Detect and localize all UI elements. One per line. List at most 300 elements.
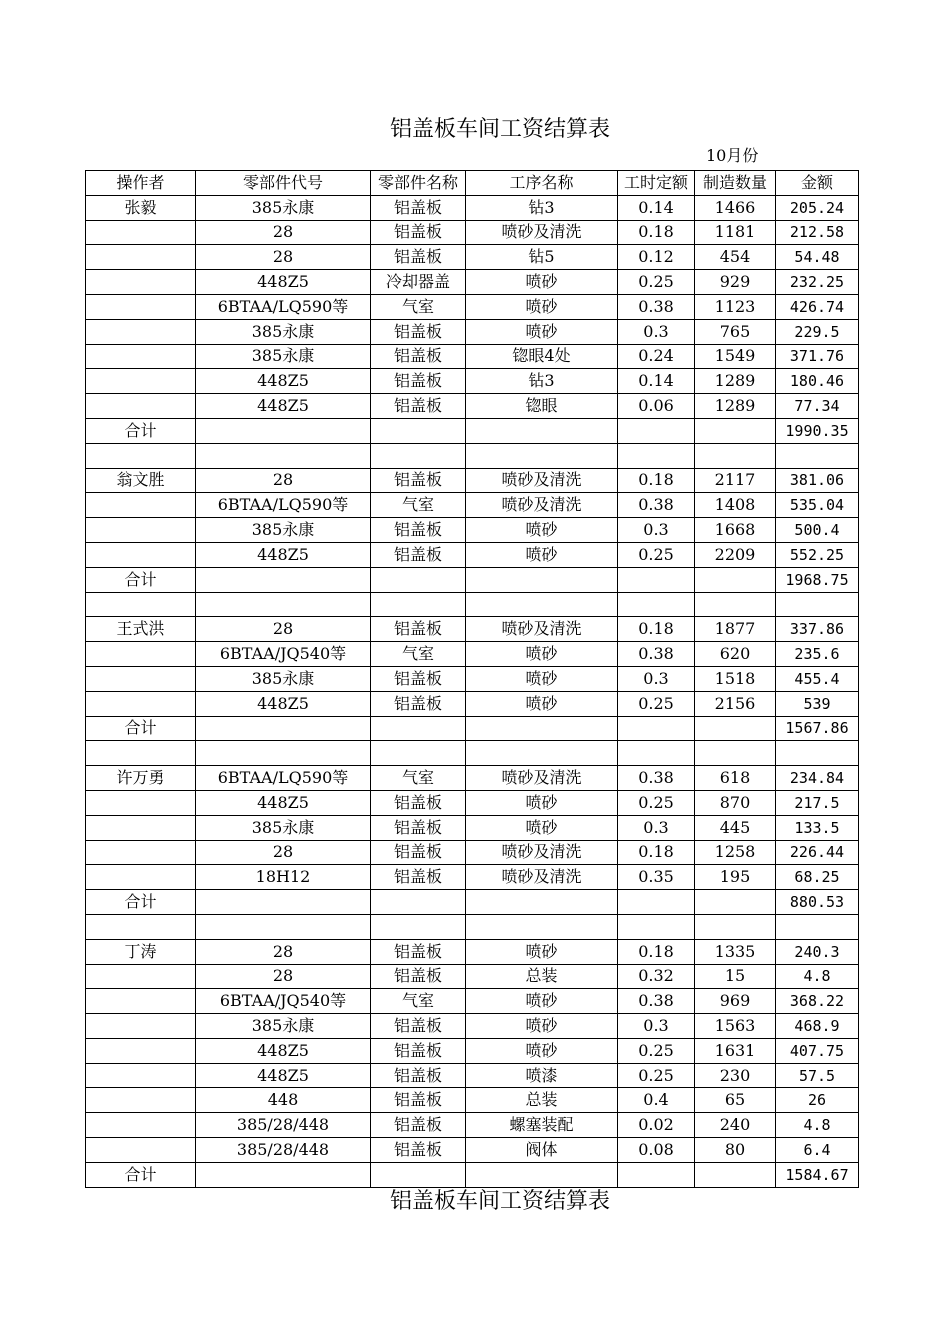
cell-amount: 240.3 [776, 939, 859, 964]
cell-amount [776, 914, 859, 939]
cell-time-quota: 0.32 [618, 964, 695, 989]
cell-part-code: 6BTAA/LQ590等 [196, 294, 371, 319]
cell-operator: 王式洪 [86, 617, 196, 642]
cell-process: 喷砂 [466, 989, 618, 1014]
cell-amount [776, 592, 859, 617]
table-row [86, 518, 859, 543]
cell-part-code: 385/28/448 [196, 1138, 371, 1163]
cell-time-quota: 0.18 [618, 468, 695, 493]
cell-operator [86, 220, 196, 245]
cell-amount: 4.8 [776, 1113, 859, 1138]
cell-amount: 426.74 [776, 294, 859, 319]
cell-amount: 77.34 [776, 394, 859, 419]
header-cell-amount: 金额 [776, 171, 859, 196]
cell-process: 喷砂及清洗 [466, 865, 618, 890]
cell-process: 螺塞装配 [466, 1113, 618, 1138]
cell-part-name: 铝盖板 [371, 369, 466, 394]
cell-part-name: 铝盖板 [371, 1038, 466, 1063]
table-row [86, 1113, 859, 1138]
cell-amount: 1567.86 [776, 716, 859, 741]
cell-amount: 226.44 [776, 840, 859, 865]
cell-amount: 4.8 [776, 964, 859, 989]
cell-process [466, 741, 618, 766]
cell-process [466, 1162, 618, 1187]
table-row [86, 666, 859, 691]
cell-quantity [695, 741, 776, 766]
table-row [86, 790, 859, 815]
cell-quantity: 618 [695, 766, 776, 791]
cell-operator [86, 344, 196, 369]
cell-process: 喷砂及清洗 [466, 840, 618, 865]
cell-amount: 1990.35 [776, 418, 859, 443]
table-row [86, 1038, 859, 1063]
cell-quantity: 765 [695, 319, 776, 344]
table-row [86, 840, 859, 865]
cell-amount: 500.4 [776, 518, 859, 543]
cell-operator [86, 542, 196, 567]
cell-part-name: 铝盖板 [371, 939, 466, 964]
cell-operator [86, 1038, 196, 1063]
cell-time-quota: 0.25 [618, 1038, 695, 1063]
cell-part-code [196, 443, 371, 468]
table-row [86, 220, 859, 245]
cell-process: 喷砂 [466, 691, 618, 716]
cell-operator: 合计 [86, 890, 196, 915]
cell-quantity: 454 [695, 245, 776, 270]
table-row [86, 914, 859, 939]
cell-quantity: 1289 [695, 369, 776, 394]
cell-part-name: 铝盖板 [371, 468, 466, 493]
table-row [86, 394, 859, 419]
table-row [86, 245, 859, 270]
cell-part-name [371, 567, 466, 592]
cell-amount: 180.46 [776, 369, 859, 394]
cell-amount: 205.24 [776, 195, 859, 220]
cell-amount: 133.5 [776, 815, 859, 840]
cell-time-quota: 0.25 [618, 270, 695, 295]
cell-part-name: 铝盖板 [371, 815, 466, 840]
cell-operator [86, 1063, 196, 1088]
cell-part-code [196, 418, 371, 443]
cell-time-quota: 0.3 [618, 666, 695, 691]
cell-process [466, 592, 618, 617]
cell-quantity: 2209 [695, 542, 776, 567]
cell-operator [86, 989, 196, 1014]
footer-title: 铝盖板车间工资结算表 [389, 1189, 610, 1214]
cell-part-name: 铝盖板 [371, 1014, 466, 1039]
cell-part-code: 28 [196, 840, 371, 865]
table-row [86, 294, 859, 319]
cell-part-name: 铝盖板 [371, 344, 466, 369]
cell-quantity: 65 [695, 1088, 776, 1113]
cell-part-code: 448Z5 [196, 790, 371, 815]
cell-part-code [196, 1162, 371, 1187]
table-row [86, 443, 859, 468]
cell-time-quota: 0.02 [618, 1113, 695, 1138]
table-row [86, 691, 859, 716]
cell-process: 喷砂及清洗 [466, 617, 618, 642]
cell-time-quota: 0.25 [618, 542, 695, 567]
table-row [86, 493, 859, 518]
cell-part-code: 385永康 [196, 344, 371, 369]
cell-operator: 合计 [86, 418, 196, 443]
header-row [86, 171, 859, 196]
cell-part-code: 385永康 [196, 195, 371, 220]
cell-part-name [371, 1162, 466, 1187]
cell-quantity: 195 [695, 865, 776, 890]
cell-part-name: 气室 [371, 642, 466, 667]
cell-amount: 552.25 [776, 542, 859, 567]
cell-process: 喷砂及清洗 [466, 468, 618, 493]
cell-part-name: 铝盖板 [371, 245, 466, 270]
table-row [86, 369, 859, 394]
table-row [86, 741, 859, 766]
cell-quantity: 929 [695, 270, 776, 295]
cell-part-name: 铝盖板 [371, 394, 466, 419]
cell-amount: 407.75 [776, 1038, 859, 1063]
cell-time-quota [618, 443, 695, 468]
table-row [86, 592, 859, 617]
cell-part-code: 448Z5 [196, 270, 371, 295]
cell-operator [86, 1088, 196, 1113]
cell-process: 喷砂 [466, 518, 618, 543]
table-row [86, 642, 859, 667]
cell-amount: 54.48 [776, 245, 859, 270]
cell-operator [86, 319, 196, 344]
cell-part-name [371, 741, 466, 766]
cell-part-name [371, 914, 466, 939]
cell-part-name [371, 890, 466, 915]
cell-time-quota: 0.38 [618, 989, 695, 1014]
cell-operator [86, 245, 196, 270]
table-row [86, 989, 859, 1014]
cell-time-quota: 0.06 [618, 394, 695, 419]
cell-quantity: 1549 [695, 344, 776, 369]
cell-part-name [371, 443, 466, 468]
table-row [86, 1063, 859, 1088]
header-cell-quantity: 制造数量 [695, 171, 776, 196]
page-title: 铝盖板车间工资结算表 [389, 117, 610, 142]
cell-amount: 232.25 [776, 270, 859, 295]
cell-operator [86, 1138, 196, 1163]
cell-operator [86, 964, 196, 989]
cell-time-quota: 0.3 [618, 1014, 695, 1039]
cell-quantity: 240 [695, 1113, 776, 1138]
cell-part-code: 28 [196, 245, 371, 270]
cell-quantity: 2117 [695, 468, 776, 493]
cell-quantity [695, 716, 776, 741]
cell-part-name: 铝盖板 [371, 1113, 466, 1138]
cell-quantity: 1289 [695, 394, 776, 419]
cell-part-code: 6BTAA/JQ540等 [196, 642, 371, 667]
cell-time-quota: 0.4 [618, 1088, 695, 1113]
cell-operator [86, 1113, 196, 1138]
cell-part-name: 铝盖板 [371, 1088, 466, 1113]
cell-part-name: 铝盖板 [371, 1138, 466, 1163]
cell-part-name: 铝盖板 [371, 790, 466, 815]
cell-time-quota: 0.12 [618, 245, 695, 270]
cell-part-code: 6BTAA/LQ590等 [196, 766, 371, 791]
table-row [86, 964, 859, 989]
header-cell-operator: 操作者 [86, 171, 196, 196]
table-row [86, 815, 859, 840]
cell-process: 喷砂 [466, 790, 618, 815]
table-row [86, 319, 859, 344]
cell-part-name [371, 716, 466, 741]
cell-amount: 229.5 [776, 319, 859, 344]
cell-process: 喷砂 [466, 939, 618, 964]
cell-part-name: 气室 [371, 493, 466, 518]
cell-quantity [695, 567, 776, 592]
table-row [86, 468, 859, 493]
cell-operator [86, 493, 196, 518]
cell-part-name: 铝盖板 [371, 319, 466, 344]
cell-quantity [695, 592, 776, 617]
cell-time-quota: 0.38 [618, 766, 695, 791]
cell-part-code: 28 [196, 939, 371, 964]
cell-part-code [196, 592, 371, 617]
cell-time-quota: 0.38 [618, 294, 695, 319]
cell-quantity: 445 [695, 815, 776, 840]
table-row [86, 344, 859, 369]
cell-part-code: 385永康 [196, 319, 371, 344]
cell-time-quota: 0.25 [618, 790, 695, 815]
cell-operator [86, 369, 196, 394]
cell-amount: 468.9 [776, 1014, 859, 1039]
cell-quantity: 1123 [695, 294, 776, 319]
cell-process: 喷砂 [466, 294, 618, 319]
cell-process [466, 418, 618, 443]
cell-time-quota: 0.25 [618, 691, 695, 716]
cell-part-code: 385永康 [196, 518, 371, 543]
cell-amount: 368.22 [776, 989, 859, 1014]
table-row [86, 617, 859, 642]
table-row [86, 1162, 859, 1187]
cell-process: 喷砂 [466, 642, 618, 667]
cell-part-code: 6BTAA/LQ590等 [196, 493, 371, 518]
table-row [86, 1014, 859, 1039]
table-row [86, 195, 859, 220]
cell-part-name: 铝盖板 [371, 1063, 466, 1088]
cell-process: 喷砂及清洗 [466, 766, 618, 791]
cell-process: 锪眼4处 [466, 344, 618, 369]
cell-process [466, 914, 618, 939]
cell-part-code: 18H12 [196, 865, 371, 890]
cell-quantity: 1335 [695, 939, 776, 964]
cell-part-code: 28 [196, 964, 371, 989]
cell-part-code: 385永康 [196, 1014, 371, 1039]
cell-time-quota: 0.3 [618, 815, 695, 840]
table-row [86, 270, 859, 295]
cell-quantity: 1563 [695, 1014, 776, 1039]
cell-time-quota: 0.38 [618, 493, 695, 518]
cell-part-name: 冷却器盖 [371, 270, 466, 295]
cell-quantity: 1877 [695, 617, 776, 642]
cell-time-quota [618, 418, 695, 443]
cell-amount: 234.84 [776, 766, 859, 791]
cell-process: 喷砂 [466, 542, 618, 567]
cell-operator: 合计 [86, 567, 196, 592]
cell-quantity: 15 [695, 964, 776, 989]
cell-operator: 翁文胜 [86, 468, 196, 493]
cell-part-code: 448Z5 [196, 369, 371, 394]
cell-amount: 337.86 [776, 617, 859, 642]
cell-operator: 合计 [86, 1162, 196, 1187]
cell-operator [86, 1014, 196, 1039]
cell-process: 喷漆 [466, 1063, 618, 1088]
cell-operator [86, 518, 196, 543]
table-row [86, 418, 859, 443]
cell-amount: 217.5 [776, 790, 859, 815]
cell-part-code [196, 741, 371, 766]
cell-time-quota: 0.14 [618, 195, 695, 220]
cell-amount: 212.58 [776, 220, 859, 245]
cell-amount: 381.06 [776, 468, 859, 493]
cell-time-quota: 0.38 [618, 642, 695, 667]
cell-process: 喷砂 [466, 1014, 618, 1039]
cell-operator [86, 270, 196, 295]
cell-part-code: 28 [196, 617, 371, 642]
cell-time-quota: 0.18 [618, 840, 695, 865]
table-row [86, 1138, 859, 1163]
cell-time-quota [618, 567, 695, 592]
cell-amount: 57.5 [776, 1063, 859, 1088]
cell-part-code [196, 567, 371, 592]
cell-process [466, 443, 618, 468]
cell-part-code: 448 [196, 1088, 371, 1113]
cell-operator [86, 741, 196, 766]
cell-process: 喷砂 [466, 815, 618, 840]
cell-process: 钻3 [466, 195, 618, 220]
cell-time-quota [618, 890, 695, 915]
cell-quantity: 969 [695, 989, 776, 1014]
cell-quantity [695, 418, 776, 443]
cell-part-name: 气室 [371, 766, 466, 791]
cell-amount: 68.25 [776, 865, 859, 890]
cell-amount: 535.04 [776, 493, 859, 518]
cell-process: 喷砂 [466, 270, 618, 295]
cell-operator [86, 865, 196, 890]
cell-quantity: 1518 [695, 666, 776, 691]
cell-part-name: 气室 [371, 989, 466, 1014]
cell-time-quota: 0.3 [618, 518, 695, 543]
cell-part-name: 气室 [371, 294, 466, 319]
cell-part-name: 铝盖板 [371, 666, 466, 691]
cell-time-quota [618, 741, 695, 766]
table-row [86, 716, 859, 741]
cell-operator: 丁涛 [86, 939, 196, 964]
cell-time-quota: 0.18 [618, 617, 695, 642]
cell-part-code: 6BTAA/JQ540等 [196, 989, 371, 1014]
cell-part-code [196, 914, 371, 939]
cell-part-name: 铝盖板 [371, 617, 466, 642]
cell-quantity: 1631 [695, 1038, 776, 1063]
cell-operator: 合计 [86, 716, 196, 741]
cell-time-quota: 0.18 [618, 220, 695, 245]
cell-part-name: 铝盖板 [371, 518, 466, 543]
cell-time-quota: 0.08 [618, 1138, 695, 1163]
cell-quantity: 80 [695, 1138, 776, 1163]
cell-process: 钻3 [466, 369, 618, 394]
cell-process: 总装 [466, 1088, 618, 1113]
cell-part-code: 448Z5 [196, 691, 371, 716]
table-row [86, 542, 859, 567]
cell-part-code: 448Z5 [196, 1063, 371, 1088]
cell-part-name [371, 592, 466, 617]
cell-operator [86, 394, 196, 419]
cell-process: 喷砂及清洗 [466, 220, 618, 245]
cell-amount: 1584.67 [776, 1162, 859, 1187]
header-cell-part-name: 零部件名称 [371, 171, 466, 196]
cell-process [466, 890, 618, 915]
cell-operator [86, 592, 196, 617]
cell-part-code: 385/28/448 [196, 1113, 371, 1138]
cell-part-name: 铝盖板 [371, 691, 466, 716]
cell-amount: 26 [776, 1088, 859, 1113]
cell-quantity [695, 1162, 776, 1187]
header-cell-process: 工序名称 [466, 171, 618, 196]
table-row [86, 939, 859, 964]
cell-quantity: 1408 [695, 493, 776, 518]
cell-operator [86, 666, 196, 691]
cell-part-code: 28 [196, 220, 371, 245]
cell-part-name: 铝盖板 [371, 220, 466, 245]
cell-part-code [196, 890, 371, 915]
cell-time-quota: 0.14 [618, 369, 695, 394]
cell-quantity: 1466 [695, 195, 776, 220]
cell-part-code: 448Z5 [196, 542, 371, 567]
table-row [86, 766, 859, 791]
header-cell-part-code: 零部件代号 [196, 171, 371, 196]
table-row [86, 890, 859, 915]
cell-time-quota: 0.24 [618, 344, 695, 369]
cell-process: 锪眼 [466, 394, 618, 419]
cell-amount [776, 741, 859, 766]
cell-amount: 455.4 [776, 666, 859, 691]
cell-amount: 1968.75 [776, 567, 859, 592]
cell-amount: 880.53 [776, 890, 859, 915]
cell-quantity [695, 443, 776, 468]
cell-quantity: 1668 [695, 518, 776, 543]
cell-operator [86, 642, 196, 667]
cell-part-name: 铝盖板 [371, 840, 466, 865]
cell-time-quota: 0.18 [618, 939, 695, 964]
cell-part-code: 385永康 [196, 666, 371, 691]
cell-quantity: 1258 [695, 840, 776, 865]
cell-part-code [196, 716, 371, 741]
cell-quantity [695, 890, 776, 915]
cell-operator [86, 790, 196, 815]
cell-process: 喷砂 [466, 1038, 618, 1063]
cell-operator [86, 294, 196, 319]
cell-time-quota [618, 1162, 695, 1187]
cell-operator [86, 443, 196, 468]
cell-operator [86, 914, 196, 939]
cell-part-code: 448Z5 [196, 394, 371, 419]
cell-operator [86, 815, 196, 840]
cell-time-quota: 0.35 [618, 865, 695, 890]
table-row [86, 1088, 859, 1113]
cell-part-name: 铝盖板 [371, 542, 466, 567]
cell-time-quota [618, 592, 695, 617]
wage-table [85, 170, 859, 1188]
cell-amount: 235.6 [776, 642, 859, 667]
cell-time-quota: 0.25 [618, 1063, 695, 1088]
header-cell-time-quota: 工时定额 [618, 171, 695, 196]
cell-part-name: 铝盖板 [371, 964, 466, 989]
cell-amount [776, 443, 859, 468]
cell-process [466, 567, 618, 592]
